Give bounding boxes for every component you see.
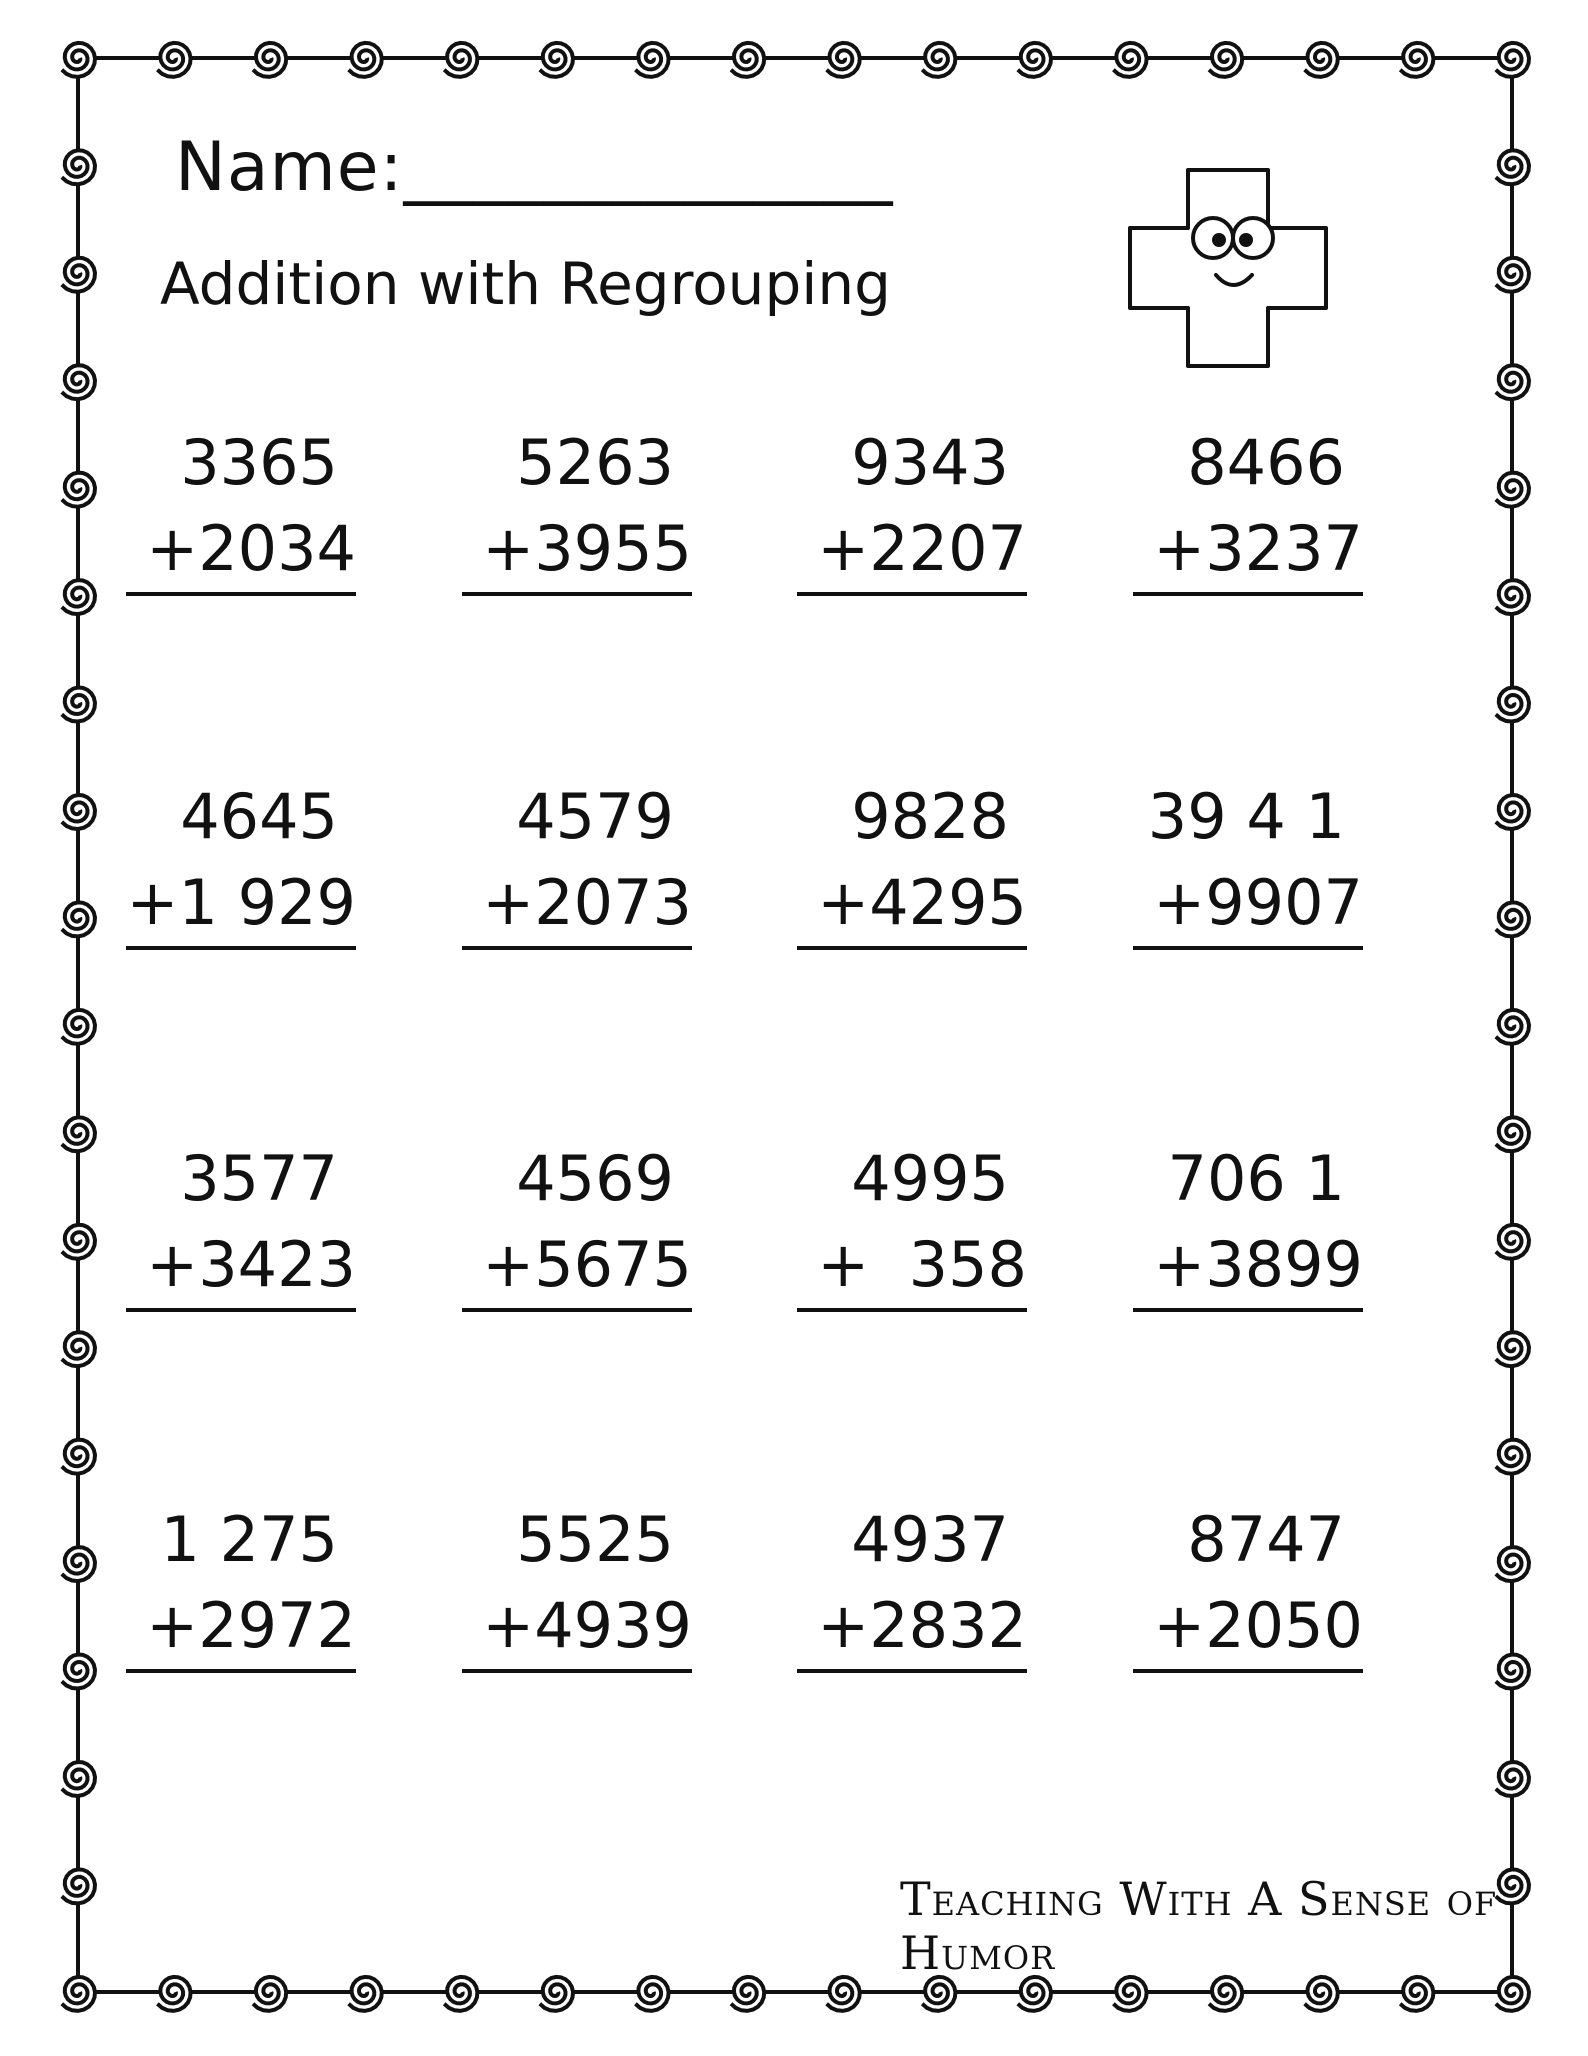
swirl-ornament [349,1977,382,2011]
swirl-ornament [1209,43,1242,77]
addend-top: 5263 [516,426,674,499]
swirl-ornament [1496,902,1529,936]
addend-bottom: +3423 [126,1222,356,1312]
addend-bottom: +5675 [462,1222,692,1312]
swirl-ornament [1496,150,1529,184]
swirl-ornament [731,43,764,77]
addition-problem [126,1136,356,1312]
worksheet-title: Addition with Regrouping [160,250,891,318]
swirl-ornament [1496,1010,1529,1044]
addend-bottom: +1 929 [126,860,356,950]
swirl-ornament [827,1977,860,2011]
swirl-ornament [1018,43,1051,77]
swirl-ornament [1496,1547,1529,1581]
addition-problem [797,774,1027,950]
swirl-ornament [1496,1977,1529,2011]
swirl-ornament [62,1762,95,1796]
swirl-ornament [1113,1977,1146,2011]
addend-top: 5525 [516,1503,674,1576]
swirl-ornament [62,1010,95,1044]
addend-top: 39 4 1 [1147,780,1345,853]
swirl-ornament [62,580,95,614]
addend-bottom: +3899 [1133,1222,1363,1312]
swirl-ornament [635,43,668,77]
swirl-ornament [1400,43,1433,77]
swirl-ornament [444,1977,477,2011]
addition-problem [1133,774,1363,950]
addend-top: 4645 [180,780,338,853]
swirl-ornament [62,1225,95,1259]
addition-problem [1133,420,1363,596]
addend-bottom: +4939 [462,1583,692,1673]
addend-bottom: +2073 [462,860,692,950]
swirl-ornament [1113,43,1146,77]
swirl-ornament [1496,1332,1529,1366]
swirl-ornament [1305,43,1338,77]
addition-problem [462,1497,692,1673]
addend-top: 9343 [851,426,1009,499]
swirl-ornament [1496,1117,1529,1151]
swirl-ornament [1496,365,1529,399]
addend-top: 4995 [851,1142,1009,1215]
swirl-ornament [62,365,95,399]
addition-problem [462,1136,692,1312]
swirl-ornament [349,43,382,77]
swirl-ornament [62,688,95,722]
addend-top: 3365 [180,426,338,499]
swirl-ornament [1496,473,1529,507]
swirl-ornament [1496,580,1529,614]
addend-top: 3577 [180,1142,338,1215]
publisher-credit: Teaching With A Sense of Humor [900,1872,1498,1980]
smiling-plus-sign-icon [1118,160,1338,380]
swirl-ornament [731,1977,764,2011]
swirl-ornament [540,1977,573,2011]
addend-top: 4579 [516,780,674,853]
addend-bottom: +2972 [126,1583,356,1673]
swirl-ornament [62,1977,95,2011]
addend-top: 4569 [516,1142,674,1215]
addend-top: 1 275 [160,1503,338,1576]
name-field-label: Name:______________ [175,128,894,207]
swirl-ornament [827,43,860,77]
addend-top: 706 1 [1167,1142,1345,1215]
addend-top: 4937 [851,1503,1009,1576]
swirl-ornament [157,1977,190,2011]
addition-problem [797,1136,1027,1312]
swirl-ornament [62,902,95,936]
addition-problem [126,774,356,950]
addend-bottom: +9907 [1133,860,1363,950]
swirl-ornament [1496,1762,1529,1796]
addend-top: 9828 [851,780,1009,853]
swirl-ornament [62,1869,95,1903]
swirl-ornament [62,1547,95,1581]
addend-bottom: +2207 [797,506,1027,596]
swirl-ornament [62,150,95,184]
swirl-ornament [1496,1225,1529,1259]
addend-bottom: + 358 [797,1222,1027,1312]
swirl-ornament [922,1977,955,2011]
addition-problem [797,1497,1027,1673]
swirl-ornament [540,43,573,77]
swirl-ornament [62,1655,95,1689]
addition-problem [462,420,692,596]
swirl-ornament [1496,1440,1529,1474]
swirl-ornament [1209,1977,1242,2011]
swirl-ornament [1496,795,1529,829]
addition-problem [797,420,1027,596]
swirl-ornament [62,795,95,829]
swirl-ornament [1496,688,1529,722]
swirl-ornament [253,43,286,77]
swirl-ornament [635,1977,668,2011]
addend-top: 8466 [1187,426,1345,499]
swirl-ornament [62,258,95,292]
swirl-ornament [1496,43,1529,77]
swirl-ornament [1305,1977,1338,2011]
addition-problem [1133,1136,1363,1312]
addend-bottom: +4295 [797,860,1027,950]
swirl-ornament [62,1440,95,1474]
addition-problem [126,420,356,596]
swirl-ornament [922,43,955,77]
swirl-ornament [62,1332,95,1366]
swirl-ornament [1496,1655,1529,1689]
swirl-ornament [1018,1977,1051,2011]
addend-bottom: +2050 [1133,1583,1363,1673]
swirl-ornament [444,43,477,77]
swirl-ornament [62,473,95,507]
addition-problem [126,1497,356,1673]
addition-problem [462,774,692,950]
addition-problem [1133,1497,1363,1673]
swirl-ornament [1496,258,1529,292]
swirl-ornament [62,43,95,77]
addend-top: 8747 [1187,1503,1345,1576]
addend-bottom: +3237 [1133,506,1363,596]
swirl-ornament [62,1117,95,1151]
addend-bottom: +2034 [126,506,356,596]
addend-bottom: +2832 [797,1583,1027,1673]
swirl-ornament [157,43,190,77]
addend-bottom: +3955 [462,506,692,596]
swirl-ornament [253,1977,286,2011]
swirl-ornament [1400,1977,1433,2011]
